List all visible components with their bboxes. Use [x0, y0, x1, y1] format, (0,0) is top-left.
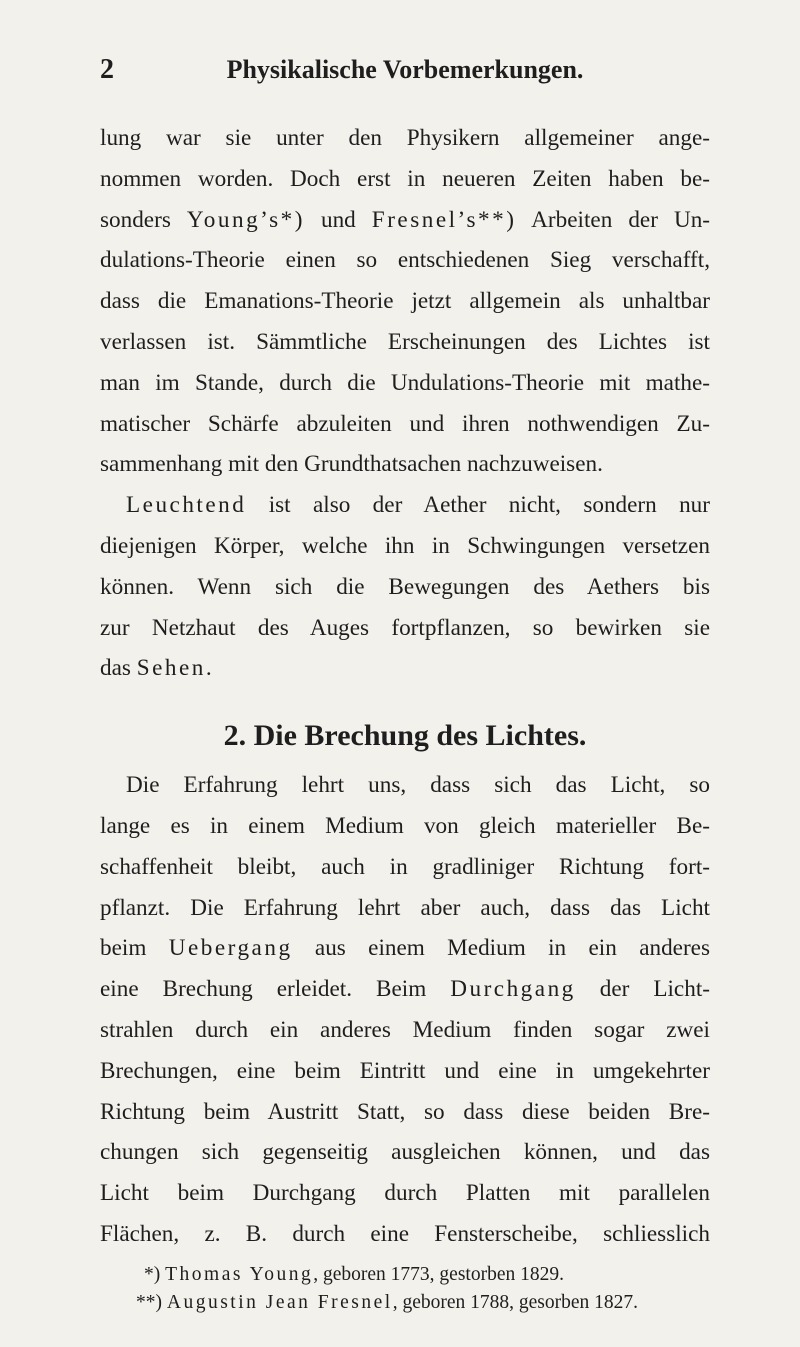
text-line: matischer Schärfe abzuleiten und ihren nothwendigen Zu- [100, 410, 710, 437]
text-line [100, 200, 710, 241]
text-line: Brechungen, eine beim Eintritt und eine in umgekehrter [100, 1057, 710, 1084]
running-header [100, 52, 710, 92]
text-span: das [100, 655, 137, 682]
emphasis-uebergang: Uebergang [168, 935, 293, 962]
running-title: Physikalische Vorbemerkungen. [226, 55, 584, 84]
footnote-mark: **) [136, 1291, 167, 1313]
text-line: diejenigen Körper, welche ihn in Schwingungen versetzen [100, 532, 710, 559]
text-line [100, 485, 710, 526]
text-line: pflanzt. Die Erfahrung lehrt aber auch, dass das Licht [100, 894, 710, 921]
emphasis-durchgang: Durchgang [450, 976, 576, 1003]
text-line: Flächen, z. B. durch eine Fensterscheibe, schliesslich [100, 1220, 710, 1247]
footnote-text: , geboren 1773, gestorben 1829. [313, 1263, 564, 1285]
page-number: 2 [100, 54, 114, 85]
text-line: Die Erfahrung lehrt uns, dass sich das Licht, so [126, 772, 710, 799]
text-span: aus einem Medium in ein anderes [292, 935, 710, 962]
name-fresnel: Fresnel’s**) [371, 206, 517, 233]
text-span: sonders [100, 206, 187, 233]
text-line: lange es in einem Medium von gleich materieller Be- [100, 812, 710, 839]
text-line: verlassen ist. Sämmtliche Erscheinungen des Lichtes ist [100, 328, 710, 355]
footnote-text: , geboren 1788, gesorben 1827. [392, 1291, 639, 1313]
name-young: Young’s*) [186, 206, 305, 233]
footnote-name: Augustin Jean Fresnel [166, 1291, 393, 1313]
footnote-fresnel [100, 1289, 710, 1317]
text-line: sammenhang mit den Grundthatsachen nachzuweisen. [100, 451, 603, 478]
footnote-mark: *) [144, 1263, 166, 1285]
book-page [100, 52, 710, 1317]
text-span: Arbeiten der Un- [516, 206, 710, 233]
text-line: können. Wenn sich die Bewegungen des Aethers bis [100, 573, 710, 600]
text-line: chungen sich gegenseitig ausgleichen können, und das [100, 1139, 710, 1166]
text-line: nommen worden. Doch erst in neueren Zeiten haben be- [100, 165, 710, 192]
text-line: dass die Emanations-Theorie jetzt allgemein als unhaltbar [100, 288, 710, 315]
text-line [100, 969, 710, 1010]
text-line [100, 648, 710, 689]
text-line: schaffenheit bleibt, auch in gradliniger Richtung fort- [100, 853, 710, 880]
text-span: der Licht- [575, 976, 710, 1003]
text-span: eine Brechung erleidet. Beim [100, 976, 451, 1003]
text-span: ist also der Aether nicht, sondern nur [246, 492, 710, 519]
emphasis-sehen: Sehen. [136, 655, 215, 682]
paragraph-leuchtend [100, 485, 710, 689]
text-span: und [304, 206, 372, 233]
text-line: Richtung beim Austritt Statt, so dass diese beiden Bre- [100, 1098, 710, 1125]
text-line: Licht beim Durchgang durch Platten mit parallelen [100, 1180, 710, 1207]
paragraph-continuation [100, 118, 710, 485]
text-line: dulations-Theorie einen so entschiedenen Sieg verschafft, [100, 247, 710, 274]
section-heading: 2. Die Brechung des Lichtes. [223, 719, 587, 753]
emphasis-leuchtend: Leuchtend [126, 492, 247, 519]
text-line: strahlen durch ein anderes Medium finden sogar zwei [100, 1016, 710, 1043]
text-line: man im Stande, durch die Undulations-Theorie mit mathe- [100, 369, 710, 396]
text-span: beim [100, 935, 169, 962]
text-line: zur Netzhaut des Auges fortpflanzen, so bewirken sie [100, 614, 710, 641]
footnotes [100, 1261, 710, 1317]
text-line [100, 928, 710, 969]
footnote-young [100, 1261, 710, 1289]
footnote-name: Thomas Young [165, 1263, 314, 1285]
text-line: lung war sie unter den Physikern allgemeiner ange- [100, 125, 710, 151]
paragraph-brechung [100, 765, 710, 1255]
body-text [100, 118, 710, 1317]
